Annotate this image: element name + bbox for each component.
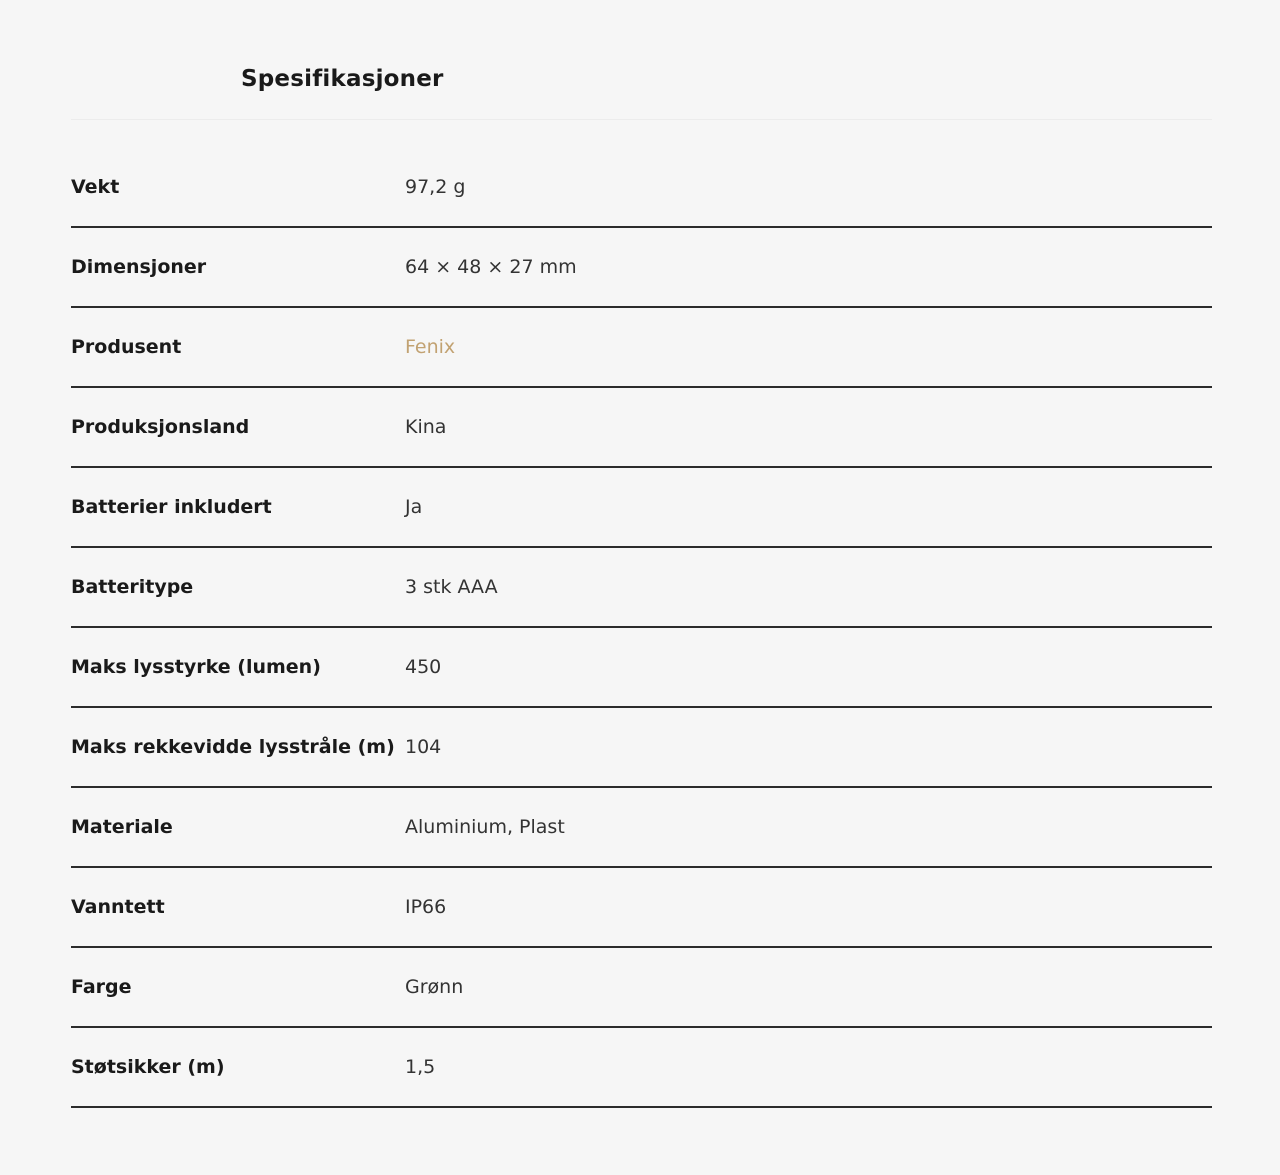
spec-value: 97,2 g bbox=[405, 176, 466, 198]
spec-value: Aluminium, Plast bbox=[405, 816, 565, 838]
spec-value: 64 × 48 × 27 mm bbox=[405, 256, 577, 278]
spec-row-manufacturer bbox=[71, 308, 1212, 388]
spec-label: Materiale bbox=[71, 816, 173, 838]
spec-row-max-range bbox=[71, 708, 1212, 788]
spec-row-waterproof bbox=[71, 868, 1212, 948]
spec-value: Grønn bbox=[405, 976, 464, 998]
spec-row-batteries-included bbox=[71, 468, 1212, 548]
spec-label: Maks rekkevidde lysstråle (m) bbox=[71, 736, 395, 758]
spec-label: Vekt bbox=[71, 176, 120, 198]
spec-label: Batteritype bbox=[71, 576, 194, 598]
specifications-section bbox=[71, 0, 1212, 1078]
spec-label: Maks lysstyrke (lumen) bbox=[71, 656, 321, 678]
spec-row-dimensions bbox=[71, 228, 1212, 308]
spec-value: 3 stk AAA bbox=[405, 576, 498, 598]
spec-label: Produsent bbox=[71, 336, 182, 358]
spec-row-impact-resistance bbox=[71, 1028, 1212, 1108]
spec-value: IP66 bbox=[405, 896, 447, 918]
tab-divider bbox=[71, 119, 1212, 120]
spec-row-max-lumen bbox=[71, 628, 1212, 708]
spec-value: Kina bbox=[405, 416, 447, 438]
spec-row-weight bbox=[71, 148, 1212, 228]
spec-label: Produksjonsland bbox=[71, 416, 250, 438]
spec-label: Støtsikker (m) bbox=[71, 1056, 225, 1078]
spec-row-material bbox=[71, 788, 1212, 868]
tab-specifications[interactable]: Spesifikasjoner bbox=[241, 66, 444, 92]
tab-header bbox=[71, 0, 1212, 121]
manufacturer-link[interactable]: Fenix bbox=[405, 336, 456, 358]
spec-label: Dimensjoner bbox=[71, 256, 207, 278]
spec-value: 1,5 bbox=[405, 1056, 436, 1078]
spec-label: Farge bbox=[71, 976, 132, 998]
spec-row-country bbox=[71, 388, 1212, 468]
spec-label: Batterier inkludert bbox=[71, 496, 272, 518]
spec-value: 450 bbox=[405, 656, 442, 678]
spec-label: Vanntett bbox=[71, 896, 165, 918]
spec-table bbox=[71, 148, 1212, 1108]
spec-value: 104 bbox=[405, 736, 442, 758]
spec-row-battery-type bbox=[71, 548, 1212, 628]
spec-value: Ja bbox=[405, 496, 423, 518]
spec-row-color bbox=[71, 948, 1212, 1028]
